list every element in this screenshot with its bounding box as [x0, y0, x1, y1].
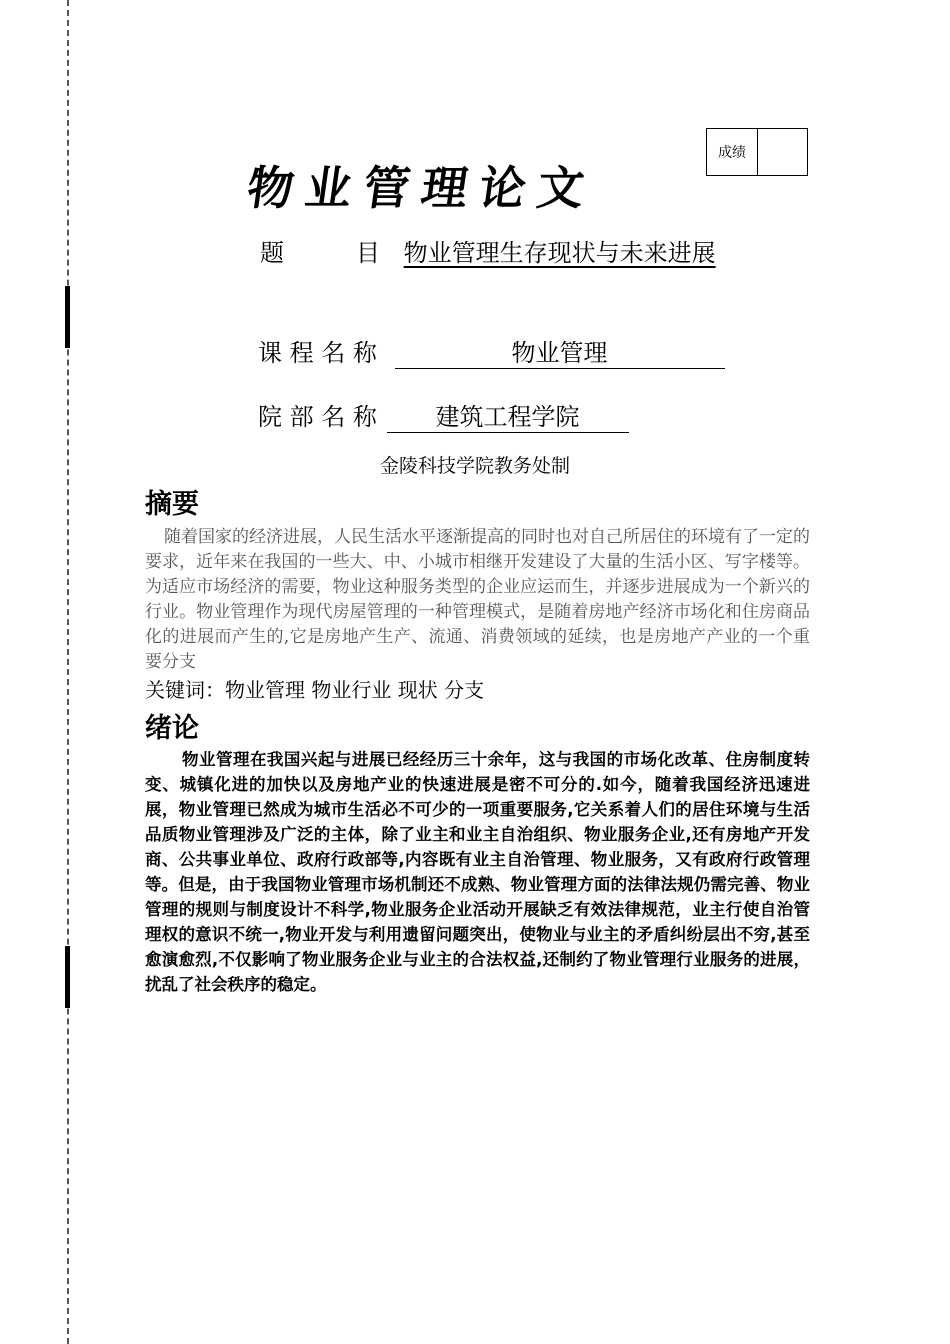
grade-label: 成绩 [707, 129, 758, 175]
topic-value: 物业管理生存现状与未来进展 [403, 239, 716, 267]
intro-heading: 绪论 [145, 713, 199, 744]
grade-box [706, 128, 808, 176]
grade-value [758, 129, 807, 175]
dept-value: 建筑工程学院 [387, 397, 629, 433]
topic-label: 题 目 [260, 239, 380, 267]
course-value: 物业管理 [395, 333, 725, 369]
abstract-heading: 摘要 [145, 489, 199, 520]
course-row [258, 333, 725, 369]
binding-mark-top [65, 286, 70, 348]
dept-label: 院 部 名 称 [258, 403, 377, 431]
course-label: 课 程 名 称 [258, 339, 377, 367]
dept-row [258, 397, 629, 433]
topic-row [260, 233, 716, 268]
intro-body: 物业管理在我国兴起与进展已经经历三十余年，这与我国的市场化改革、住房制度转变、城镇化进的加快以及房地产业的快速进展是密不可分的.如今，随着我国经济迅速进展，物业管理已然成为城市生活必不可少的一项重要服务,它关系着人们的居住环境与生活品质物业管理涉及广泛的主体，除了业主和业主自治组织、物业服务企业,还有房地产开发商、公共事业单位、政府行政部等,内容既有业主自治管理、物业服务，又有政府行政管理等。但是，由于我国物业管理市场机制还不成熟、物业管理方面的法律法规仍需完善、物业管理的规则与制度设计不科学,物业服务企业活动开展缺乏有效法律规范，业主行使自治管理权的意识不统一,物业开发与利用遗留问题突出，使物业与业主的矛盾纠纷层出不穷,甚至愈演愈烈,不仅影响了物业服务企业与业主的合法权益,还制约了物业管理行业服务的进展，扰乱了社会秩序的稳定。 [145, 750, 810, 994]
keywords: 关键词：物业管理 物业行业 现状 分支 [145, 678, 485, 702]
abstract-body: 随着国家的经济进展，人民生活水平逐渐提高的同时也对自己所居住的环境有了一定的要求，近年来在我国的一些大、中、小城市相继开发建设了大量的生活小区、写字楼等。为适应市场经济的需要，物业这种服务类型的企业应运而生，并逐步进展成为一个新兴的行业。物业管理作为现代房屋管理的一种管理模式，是随着房地产经济市场化和住房商品化的进展而产生的,它是房地产生产、流通、消费领域的延续，也是房地产产业的一个重要分支 [145, 527, 810, 672]
issuer: 金陵科技学院教务处制 [379, 455, 570, 477]
document-title: 物业管理论文 [243, 161, 600, 215]
binding-mark-bottom [65, 946, 70, 1008]
binding-dashed-line [67, 0, 69, 1344]
